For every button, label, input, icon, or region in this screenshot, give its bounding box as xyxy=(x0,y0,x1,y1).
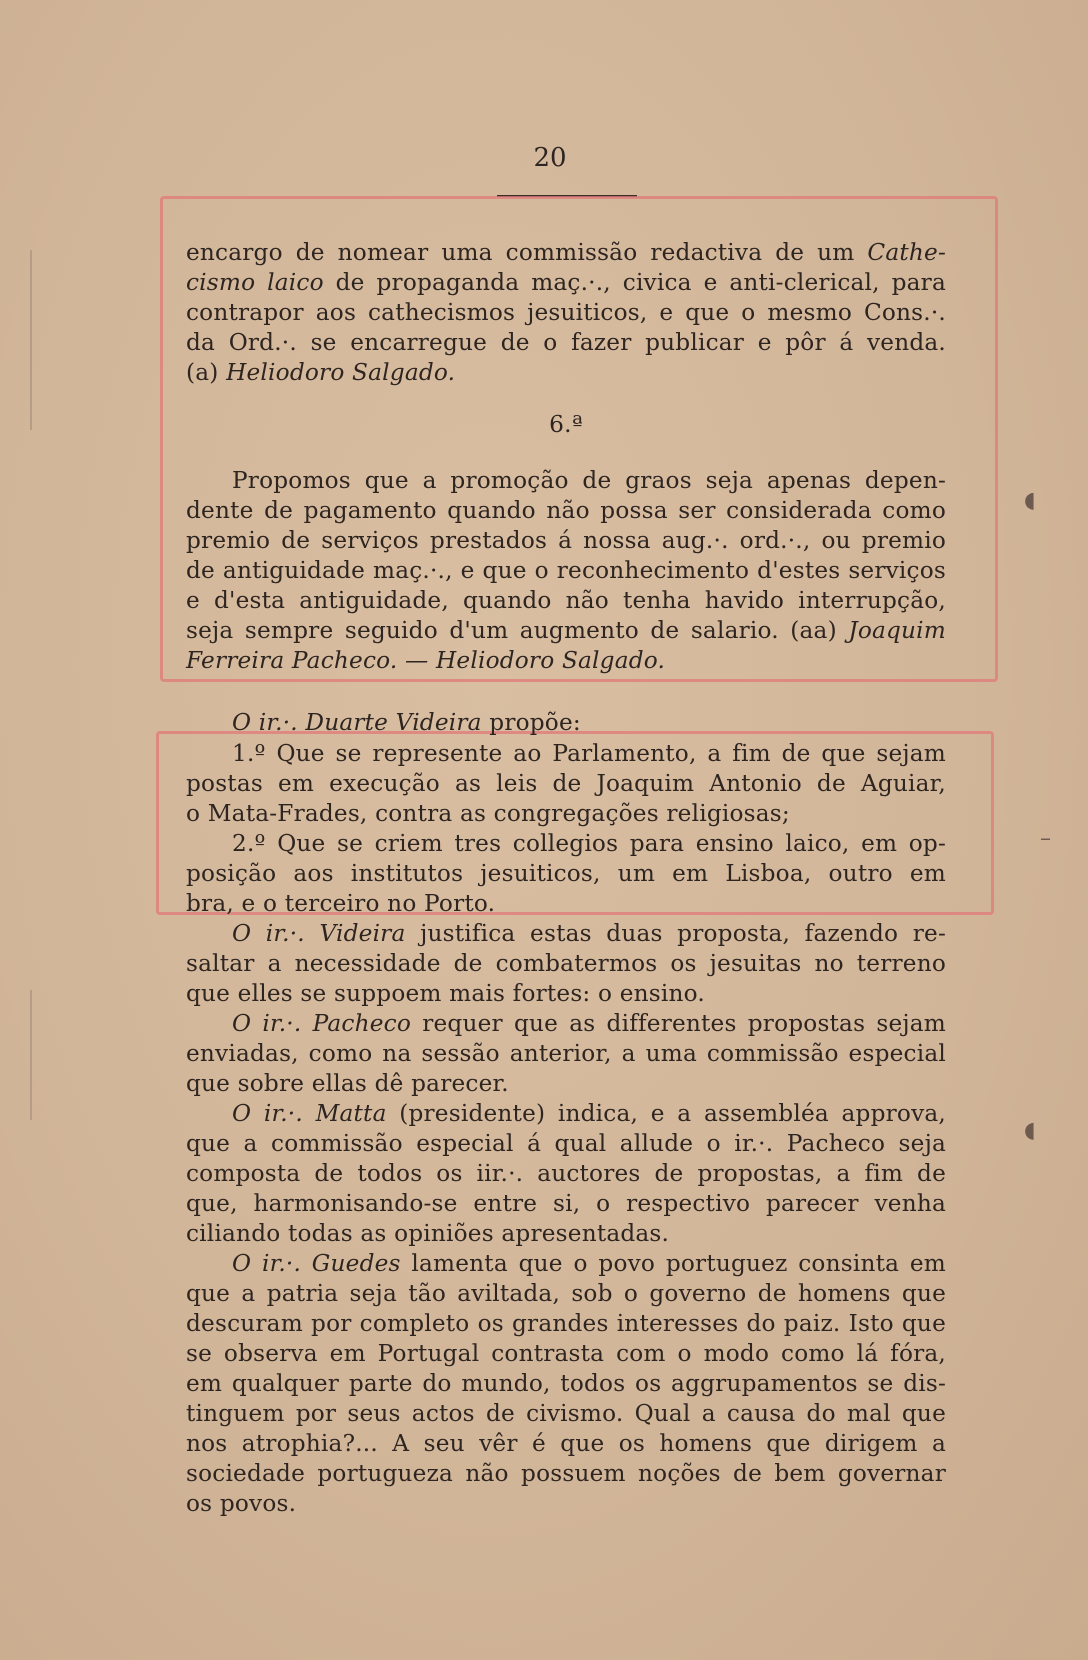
text-segment: 2.º Que se criem tres collegios para ensino laico, em op- xyxy=(232,830,946,857)
text-segment: os povos. xyxy=(186,1490,297,1517)
text-line xyxy=(186,358,946,389)
margin-mark-middle: – xyxy=(1040,826,1051,851)
text-segment: que sobre ellas dê parecer. xyxy=(186,1070,509,1097)
text-segment: em qualquer parte do mundo, todos os aggrupamentos se dis- xyxy=(186,1370,946,1397)
text-line xyxy=(186,1459,946,1490)
page-number: 20 xyxy=(533,143,567,173)
text-line xyxy=(186,1309,946,1340)
text-segment: cismo laico xyxy=(186,269,324,296)
body-text xyxy=(186,238,946,1528)
page-edge-mark-top xyxy=(30,250,32,430)
text-segment: (presidente) indica, e a assembléa approva, xyxy=(386,1100,946,1127)
page-edge-mark-bottom xyxy=(30,990,32,1120)
text-segment: Ferreira Pacheco. — Heliodoro Salgado. xyxy=(186,647,666,674)
text-line xyxy=(186,889,946,920)
text-segment: se observa em Portugal contrasta com o modo como lá fóra, xyxy=(186,1340,946,1367)
text-line xyxy=(186,739,946,770)
text-segment: de antiguidade maç.·., e que o reconhecimento d'estes serviços xyxy=(186,557,946,584)
text-line xyxy=(186,859,946,890)
text-line xyxy=(186,1399,946,1430)
text-line xyxy=(186,799,946,830)
text-segment: nos atrophia?... A seu vêr é que os homens que dirigem a xyxy=(186,1430,946,1457)
text-line xyxy=(186,979,946,1010)
text-segment: descuram por completo os grandes interesses do paiz. Isto que xyxy=(186,1310,946,1337)
text-line xyxy=(186,526,946,557)
text-line xyxy=(186,496,946,527)
text-line xyxy=(186,708,946,739)
text-line xyxy=(186,586,946,617)
text-segment: o Mata-Frades, contra as congregações religiosas; xyxy=(186,800,790,827)
text-segment: encargo de nomear uma commissão redactiva de um xyxy=(186,239,868,266)
text-segment: composta de todos os iir.·. auctores de propostas, a fim de xyxy=(186,1160,946,1187)
text-segment: postas em execução as leis de Joaquim Antonio de Aguiar, xyxy=(186,770,946,797)
text-line xyxy=(186,769,946,800)
text-segment: O ir.·. Videira xyxy=(232,920,406,947)
text-line xyxy=(186,1489,946,1520)
text-segment: O ir.·. Matta xyxy=(232,1100,387,1127)
text-segment: que elles se suppoem mais fortes: o ensino. xyxy=(186,980,705,1007)
text-segment: sociedade portugueza não possuem noções de bem governar xyxy=(186,1460,946,1487)
text-segment: da Ord.·. se encarregue de o fazer publicar e pôr á venda. xyxy=(186,329,946,356)
text-segment: dente de pagamento quando não possa ser considerada como xyxy=(186,497,946,524)
text-line xyxy=(186,1039,946,1070)
text-line xyxy=(186,646,946,677)
text-segment: enviadas, como na sessão anterior, a uma commissão especial xyxy=(186,1040,946,1067)
text-line xyxy=(186,1339,946,1370)
text-segment: propõe: xyxy=(481,709,581,736)
text-line xyxy=(186,298,946,329)
text-segment: justifica estas duas proposta, fazendo re- xyxy=(405,920,946,947)
text-line xyxy=(186,1369,946,1400)
text-segment: saltar a necessidade de combatermos os jesuitas no terreno xyxy=(186,950,946,977)
text-line xyxy=(186,1159,946,1190)
text-line xyxy=(186,1069,946,1100)
text-segment: O ir.·. Duarte Videira xyxy=(232,709,482,736)
text-segment: 6.ª xyxy=(549,411,583,438)
text-segment: que, harmonisando-se entre si, o respectivo parecer venha xyxy=(186,1190,946,1217)
margin-mark-upper: ◖ xyxy=(1024,488,1036,513)
text-line xyxy=(186,268,946,299)
text-line xyxy=(186,1219,946,1250)
text-segment: contrapor aos cathecismos jesuiticos, e que o mesmo Cons.·. xyxy=(186,299,946,326)
text-segment: posição aos institutos jesuiticos, um em Lisboa, outro em xyxy=(186,860,946,887)
text-line xyxy=(186,919,946,950)
text-line xyxy=(186,1009,946,1040)
text-segment: tinguem por seus actos de civismo. Qual a causa do mal que xyxy=(186,1400,946,1427)
text-segment: 1.º Que se represente ao Parlamento, a fim de que sejam xyxy=(232,740,946,767)
text-line xyxy=(186,328,946,359)
text-segment: que a patria seja tão aviltada, sob o governo de homens que xyxy=(186,1280,946,1307)
text-line xyxy=(186,1189,946,1220)
text-segment: lamenta que o povo portuguez consinta em xyxy=(400,1250,946,1277)
text-line xyxy=(186,1129,946,1160)
text-line xyxy=(186,466,946,497)
text-line xyxy=(186,949,946,980)
text-line xyxy=(186,410,946,441)
text-segment: que a commissão especial á qual allude o ir.·. Pacheco seja xyxy=(186,1130,946,1157)
text-segment: Cathe- xyxy=(867,239,946,266)
text-segment: O ir.·. Guedes xyxy=(232,1250,401,1277)
text-segment: O ir.·. Pacheco xyxy=(232,1010,412,1037)
text-line xyxy=(186,556,946,587)
text-segment: requer que as differentes propostas sejam xyxy=(411,1010,946,1037)
text-segment: Joaquim xyxy=(848,617,946,644)
text-line xyxy=(186,1099,946,1130)
text-segment: Propomos que a promoção de graos seja apenas depen- xyxy=(232,467,946,494)
text-segment: de propaganda maç.·., civica e anti-clerical, para xyxy=(323,269,946,296)
text-line xyxy=(186,829,946,860)
text-segment: premio de serviços prestados á nossa aug.·. ord.·., ou premio xyxy=(186,527,946,554)
text-segment: bra, e o terceiro no Porto. xyxy=(186,890,496,917)
text-segment: (a) xyxy=(186,359,227,386)
text-segment: Heliodoro Salgado. xyxy=(226,359,456,386)
text-line xyxy=(186,238,946,269)
text-segment: e d'esta antiguidade, quando não tenha havido interrupção, xyxy=(186,587,946,614)
text-segment: seja sempre seguido d'um augmento de salario. (aa) xyxy=(186,617,849,644)
margin-mark-lower: ◖ xyxy=(1024,1118,1036,1143)
text-segment: ciliando todas as opiniões apresentadas. xyxy=(186,1220,670,1247)
text-line xyxy=(186,1279,946,1310)
text-line xyxy=(186,616,946,647)
text-line xyxy=(186,1429,946,1460)
text-line xyxy=(186,1249,946,1280)
